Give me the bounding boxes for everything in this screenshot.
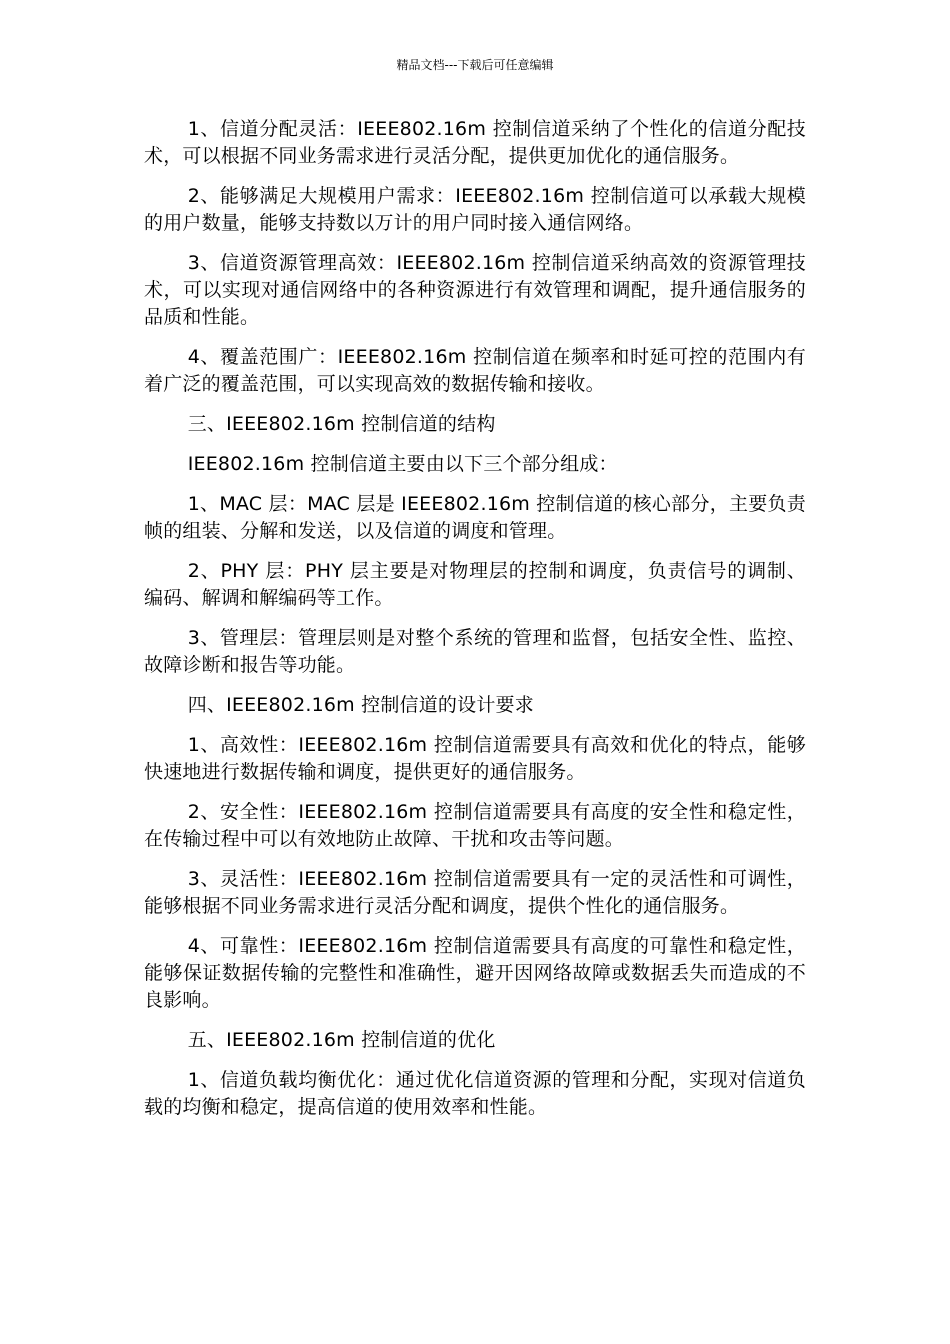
paragraph-structure-intro: IEE802.16m 控制信道主要由以下三个部分组成： [187, 453, 618, 475]
paragraph-reliability: 4、可靠性：IEEE802.16m 控制信道需要具有高度的可靠性和稳定性，能够保证数据传输的完整性和准确性，避开因网络故障或数据丢失而造成的不良影响。 [144, 935, 806, 1011]
paragraph-mac-layer: 1、MAC 层：MAC 层是 IEEE802.16m 控制信道的核心部分，主要负责帧的组装、分解和发送，以及信道的调度和管理。 [144, 493, 806, 542]
section-heading-optimization: 五、IEEE802.16m 控制信道的优化 [187, 1029, 496, 1051]
paragraph-channel-allocation: 1、信道分配灵活：IEEE802.16m 控制信道采纳了个性化的信道分配技术，可以根据不同业务需求进行灵活分配，提供更加优化的通信服务。 [144, 118, 806, 167]
document-body [144, 116, 806, 1134]
paragraph-flexibility: 3、灵活性：IEEE802.16m 控制信道需要具有一定的灵活性和可调性，能够根据不同业务需求进行灵活分配和调度，提供个性化的通信服务。 [144, 868, 806, 917]
paragraph-load-balancing: 1、信道负载均衡优化：通过优化信道资源的管理和分配，实现对信道负载的均衡和稳定，提高信道的使用效率和性能。 [144, 1069, 806, 1118]
paragraph-resource-management: 3、信道资源管理高效：IEEE802.16m 控制信道采纳高效的资源管理技术，可以实现对通信网络中的各种资源进行有效管理和调配，提升通信服务的品质和性能。 [144, 252, 806, 328]
section-heading-structure: 三、IEEE802.16m 控制信道的结构 [187, 413, 496, 435]
paragraph-coverage: 4、覆盖范围广：IEEE802.16m 控制信道在频率和时延可控的范围内有着广泛的覆盖范围，可以实现高效的数据传输和接收。 [144, 346, 806, 395]
section-heading-design-requirements: 四、IEEE802.16m 控制信道的设计要求 [187, 694, 534, 716]
paragraph-phy-layer: 2、PHY 层：PHY 层主要是对物理层的控制和调度，负责信号的调制、编码、解调和解编码等工作。 [144, 560, 806, 609]
paragraph-large-scale-users: 2、能够满足大规模用户需求：IEEE802.16m 控制信道可以承载大规模的用户数量，能够支持数以万计的用户同时接入通信网络。 [144, 185, 806, 234]
paragraph-efficiency: 1、高效性：IEEE802.16m 控制信道需要具有高效和优化的特点，能够快速地进行数据传输和调度，提供更好的通信服务。 [144, 734, 806, 783]
page-header: 精品文档---下载后可任意编辑 [396, 58, 554, 72]
paragraph-security: 2、安全性：IEEE802.16m 控制信道需要具有高度的安全性和稳定性，在传输过程中可以有效地防止故障、干扰和攻击等问题。 [144, 801, 806, 850]
paragraph-management-layer: 3、管理层：管理层则是对整个系统的管理和监督，包括安全性、监控、故障诊断和报告等功能。 [144, 627, 806, 676]
